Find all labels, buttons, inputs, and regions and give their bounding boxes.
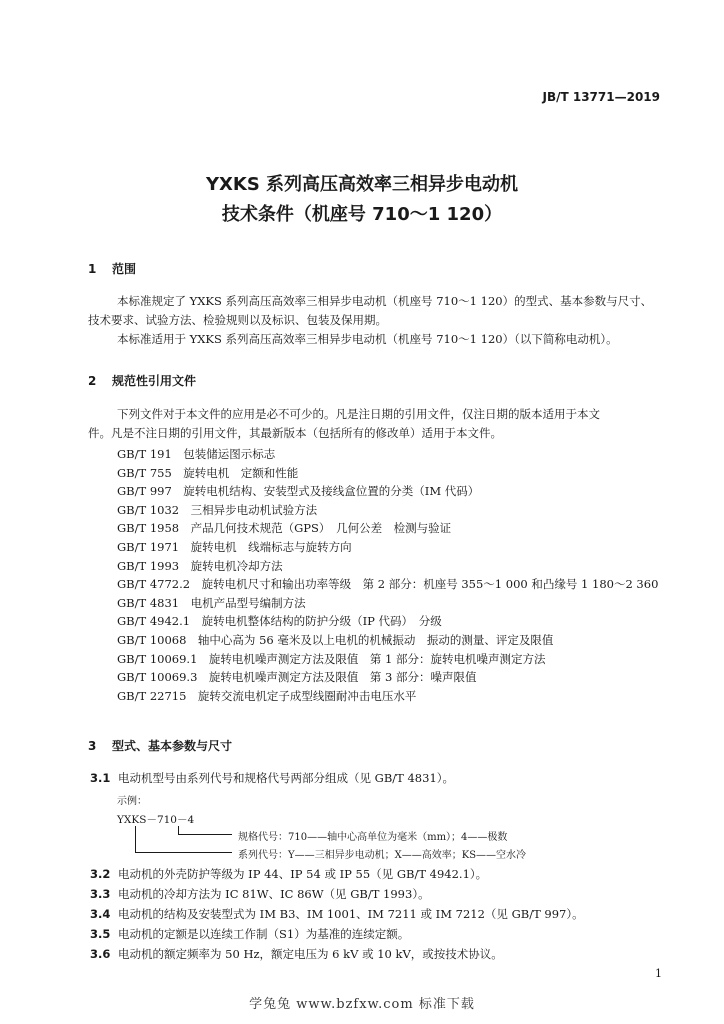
document-number: JB/T 13771—2019 [542,90,660,104]
clause-3-5 [90,926,409,942]
reference-item: GB/T 1032 三相异步电动机试验方法 [117,502,318,517]
spec-code-label: 规格代号：710——轴中心高单位为毫米（mm）；4——极数 [238,832,508,843]
reference-item: GB/T 1993 旋转电机冷却方法 [117,558,283,573]
clause-number: 3.5 [90,927,111,941]
clause-text: 电动机型号由系列代号和规格代号两部分组成（见 GB/T 4831）。 [118,771,455,785]
section-title: 规范性引用文件 [112,374,197,388]
page-number: 1 [655,967,662,980]
spec-leader-line [178,834,232,835]
reference-item: GB/T 4831 电机产品型号编制方法 [117,595,306,610]
reference-item: GB/T 10069.1 旋转电机噪声测定方法及限值 第 1 部分：旋转电机噪声测定方法 [117,651,546,666]
reference-item: GB/T 997 旋转电机结构、安装型式及接线盒位置的分类（IM 代码） [117,484,480,499]
section-1-paragraph-1-line-1: 本标准规定了 YXKS 系列高压高效率三相异步电动机（机座号 710～1 120）的型式、基本参数与尺寸、 [117,294,653,308]
reference-item: GB/T 4942.1 旋转电机整体结构的防护分级（IP 代码） 分级 [117,614,442,629]
title-line-1: YXKS 系列高压高效率三相异步电动机 [205,174,519,195]
reference-item: GB/T 4772.2 旋转电机尺寸和输出功率等级 第 2 部分：机座号 355～1 000 和凸缘号 1 180～2 360 [117,577,659,592]
section-2-paragraph-line-2: 件。凡是不注日期的引用文件，其最新版本（包括所有的修改单）适用于本文件。 [88,426,502,440]
title-line-2: 技术条件（机座号 710～1 120） [221,204,503,225]
section-2-paragraph-line-1: 下列文件对于本文件的应用是必不可少的。凡是注日期的引用文件，仅注日期的版本适用于本文 [117,407,600,421]
clause-text: 电动机的额定频率为 50 Hz，额定电压为 6 kV 或 10 kV，或按技术协议。 [118,947,503,961]
section-title: 范围 [112,262,137,276]
clause-3-2 [90,866,487,882]
clause-number: 3.3 [90,887,111,901]
clause-3-3 [90,886,430,902]
spec-bracket-vertical [178,826,179,834]
reference-item: GB/T 22715 旋转交流电机定子成型线圈耐冲击电压水平 [117,688,417,703]
series-leader-line [135,852,232,853]
example-model-designation: YXKS－710－4 [117,814,195,826]
clause-text: 电动机的结构及安装型式为 IM B3、IM 1001、IM 7211 或 IM 7212（见 GB/T 997）。 [118,907,584,921]
reference-item: GB/T 1958 产品几何技术规范（GPS） 几何公差 检测与验证 [117,521,452,536]
watermark-footer: 学兔兔 www.bzfxw.com 标准下载 [249,997,475,1012]
clause-text: 电动机的定额是以连续工作制（S1）为基准的连续定额。 [118,927,410,941]
example-label: 示例： [117,796,147,807]
series-bracket-vertical [135,826,136,852]
clause-number: 3.1 [90,771,111,785]
clause-3-6 [90,946,503,962]
reference-item: GB/T 10068 轴中心高为 56 毫米及以上电机的机械振动 振动的测量、评定及限值 [117,632,554,647]
clause-number: 3.4 [90,907,111,921]
section-number: 1 [88,262,97,276]
clause-3-1 [90,770,454,786]
section-1-paragraph-1-line-2: 技术要求、试验方法、检验规则以及标识、包装及保用期。 [88,313,387,327]
reference-item: GB/T 10069.3 旋转电机噪声测定方法及限值 第 3 部分：噪声限值 [117,670,477,685]
series-code-label: 系列代号：Y——三相异步电动机；X——高效率；KS——空水冷 [238,850,527,861]
section-number: 3 [88,739,97,753]
normative-references-list [117,445,658,705]
section-1-heading [88,260,136,277]
clause-number: 3.2 [90,867,111,881]
section-title: 型式、基本参数与尺寸 [112,739,233,753]
reference-item: GB/T 755 旋转电机 定额和性能 [117,465,299,480]
clause-text: 电动机的冷却方法为 IC 81W、IC 86W（见 GB/T 1993）。 [118,887,430,901]
clause-number: 3.6 [90,947,111,961]
clause-text: 电动机的外壳防护等级为 IP 44、IP 54 或 IP 55（见 GB/T 4942.1）。 [118,867,488,881]
section-3-heading [88,737,232,754]
section-2-heading [88,372,196,389]
reference-item: GB/T 1971 旋转电机 线端标志与旋转方向 [117,539,352,554]
section-1-paragraph-2: 本标准适用于 YXKS 系列高压高效率三相异步电动机（机座号 710～1 120）（以下简称电动机）。 [117,332,618,346]
clause-3-4 [90,906,584,922]
reference-item: GB/T 191 包装储运图示标志 [117,447,276,461]
section-number: 2 [88,374,97,388]
